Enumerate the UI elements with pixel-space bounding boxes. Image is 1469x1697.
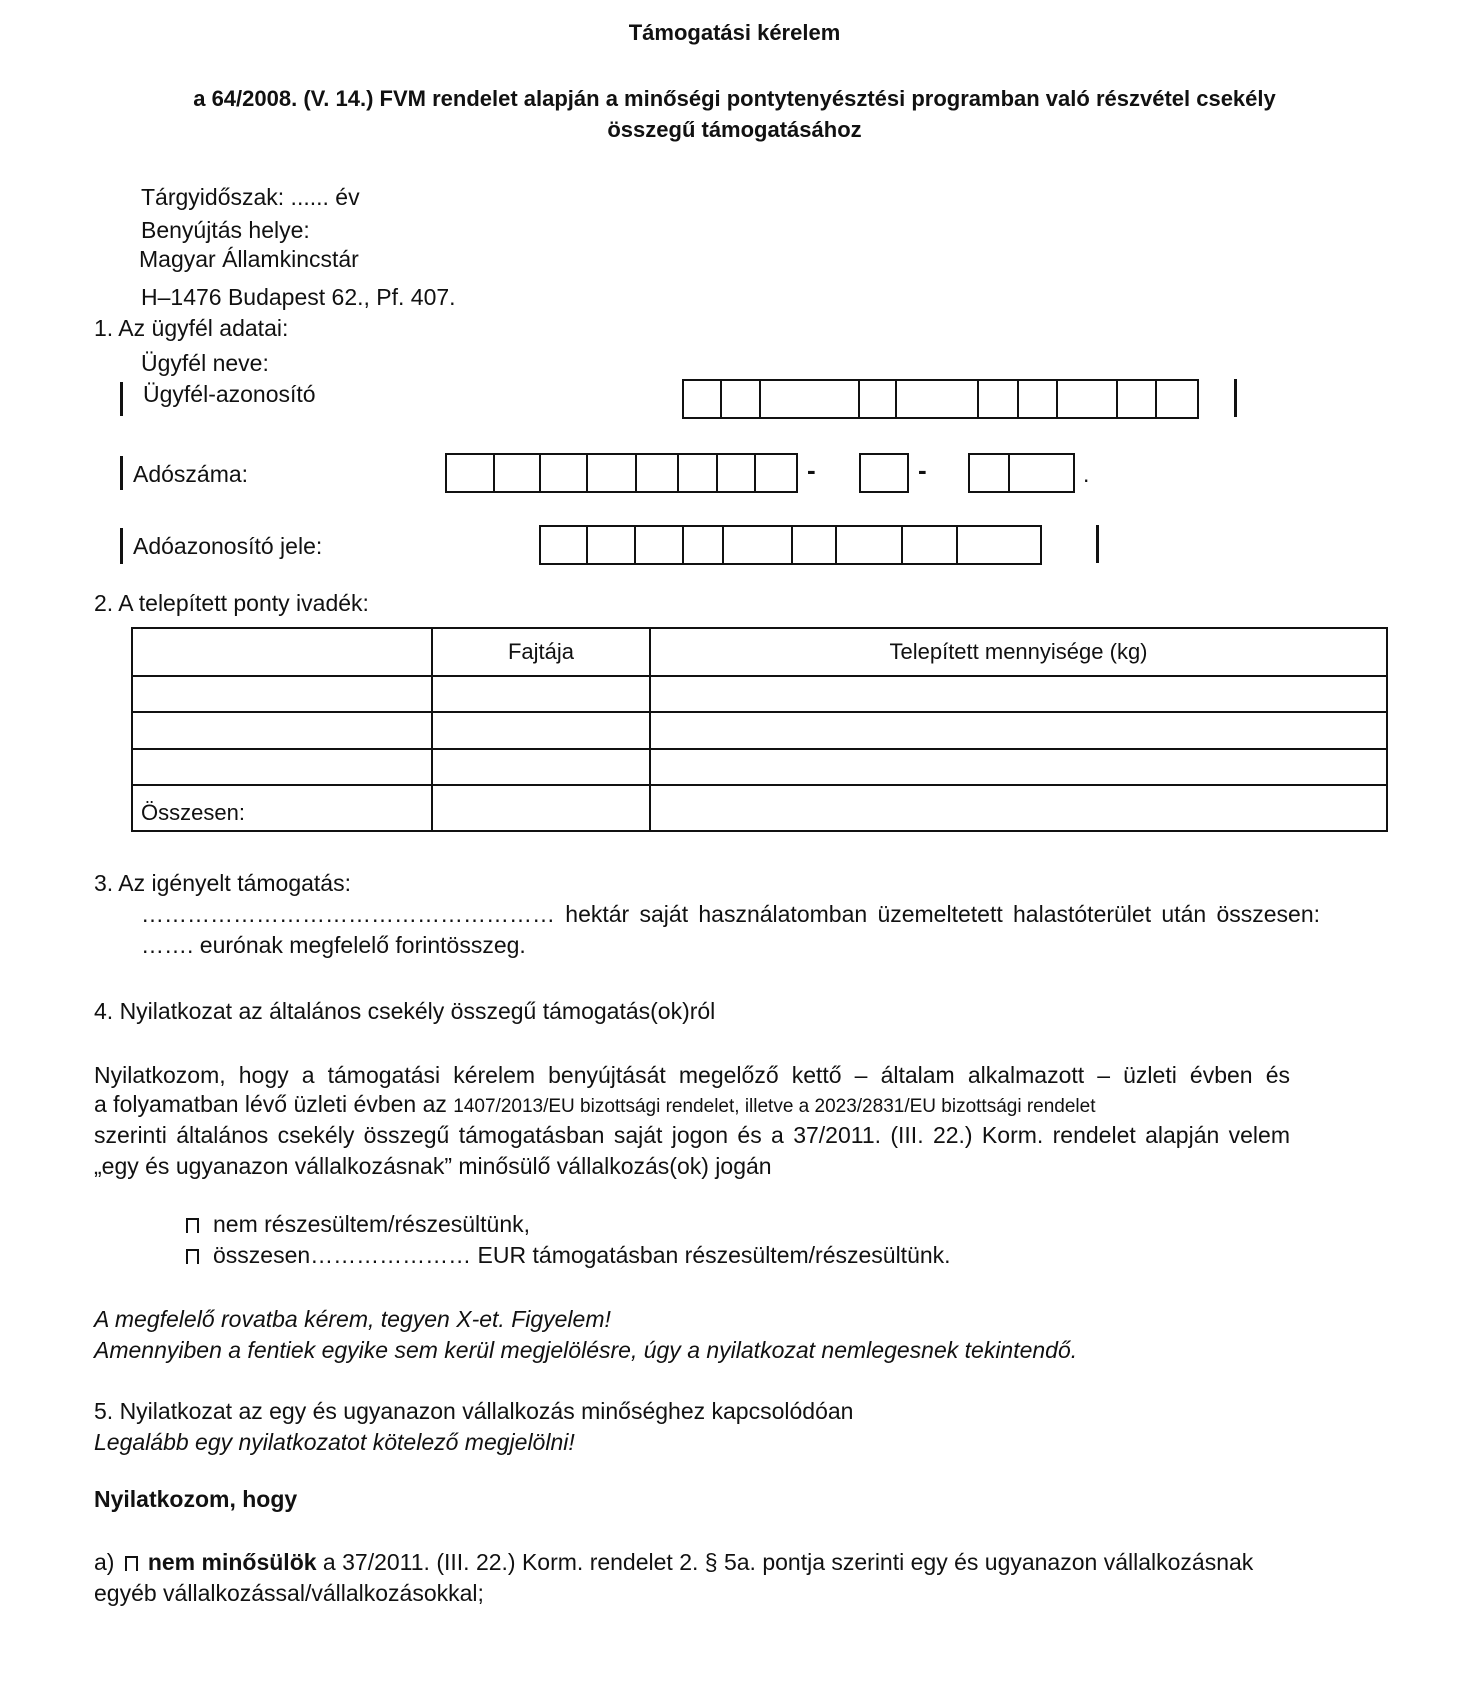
table-cell[interactable] [650, 712, 1387, 749]
digit-box[interactable] [970, 455, 1010, 491]
option-label: nem részesültem/részesültünk, [213, 1211, 531, 1237]
digit-box[interactable] [1019, 381, 1058, 417]
table-cell[interactable] [432, 749, 650, 785]
row-marker [120, 456, 123, 490]
table-cell[interactable] [132, 628, 432, 676]
section1-heading: 1. Az ügyfél adatai: [94, 315, 289, 341]
table-cell[interactable] [650, 676, 1387, 712]
section2-heading: 2. A telepített ponty ivadék: [94, 590, 369, 616]
digit-box[interactable] [495, 455, 540, 491]
digit-box[interactable] [756, 455, 796, 491]
adoazonosito-label: Adóazonosító jele: [133, 533, 323, 559]
adoszam-input-part2[interactable] [859, 453, 909, 493]
digit-box[interactable] [541, 455, 588, 491]
digit-box[interactable] [903, 527, 958, 563]
ugyfel-neve-label: Ügyfél neve: [141, 350, 269, 376]
table-row [132, 749, 1387, 785]
section4-paragraph-line4: „egy és ugyanazon vállalkozásnak” minősülő vállalkozás(ok) jogán [94, 1153, 772, 1179]
digit-box[interactable] [588, 455, 636, 491]
statement-a-line2: egyéb vállalkozással/vállalkozásokkal; [94, 1580, 484, 1606]
section4-heading: 4. Nyilatkozat az általános csekély összegű támogatás(ok)ról [94, 998, 716, 1024]
adoszam-input-part3[interactable] [968, 453, 1075, 493]
table-cell[interactable] [432, 676, 650, 712]
adoszam-label: Adószáma: [133, 461, 249, 487]
digit-box[interactable] [1157, 381, 1197, 417]
digit-box[interactable] [724, 527, 793, 563]
row-end-marker [1096, 525, 1099, 563]
digit-box[interactable] [1118, 381, 1158, 417]
paragraph-text: a folyamatban lévő üzleti évben az [94, 1091, 454, 1117]
table-cell[interactable] [650, 749, 1387, 785]
digit-box[interactable] [979, 381, 1020, 417]
statement-bold: nem minősülök [147, 1549, 317, 1575]
table-cell[interactable] [132, 712, 432, 749]
digit-box[interactable] [679, 455, 718, 491]
section3-line2[interactable]: ……. eurónak megfelelő forintösszeg. [141, 932, 526, 958]
digit-box[interactable] [761, 381, 859, 417]
adoszam-input-part1[interactable] [445, 453, 798, 493]
document-title: Támogatási kérelem [628, 20, 841, 45]
section3-heading: 3. Az igényelt támogatás: [94, 870, 351, 896]
table-cell[interactable] [650, 785, 1387, 831]
benyujtas-helye-label: Benyújtás helye: [141, 217, 310, 243]
option-nem-reszesult[interactable] [186, 1210, 530, 1238]
statement-prefix: a) [94, 1549, 115, 1575]
table-header-row [132, 628, 1387, 676]
kincstar-name: Magyar Államkincstár [139, 246, 359, 272]
section4-note-line2: Amennyiben a fentiek egyike sem kerül megjelölésre, úgy a nyilatkozat nemlegesnek tekintendő. [94, 1337, 1078, 1363]
section4-note-line1: A megfelelő rovatba kérem, tegyen X-et. Figyelem! [94, 1306, 611, 1332]
adoazonosito-input[interactable] [539, 525, 1042, 565]
table-total-row [132, 785, 1387, 831]
ugyfel-azonosito-input[interactable] [682, 379, 1199, 419]
digit-box[interactable] [861, 455, 907, 491]
checkbox-icon[interactable] [125, 1556, 138, 1571]
checkbox-icon[interactable] [186, 1218, 199, 1233]
option-osszesen[interactable] [186, 1241, 951, 1269]
digit-box[interactable] [447, 455, 495, 491]
row-marker [120, 528, 123, 564]
digit-box[interactable] [684, 527, 724, 563]
digit-box[interactable] [897, 381, 978, 417]
document-subtitle-line1: a 64/2008. (V. 14.) FVM rendelet alapján a minőségi pontytenyésztési programban való részvétel csekély [193, 86, 1276, 111]
digit-box[interactable] [718, 455, 757, 491]
adoszam-end-dot: . [1083, 461, 1090, 487]
targyidoszak-field[interactable]: Tárgyidőszak: ...... év [141, 184, 360, 210]
digit-box[interactable] [636, 527, 684, 563]
kincstar-address: H–1476 Budapest 62., Pf. 407. [141, 284, 456, 310]
section4-paragraph-line3: szerinti általános csekély összegű támogatásban saját jogon és a 37/2011. (III. 22.) Korm. rendelet alapján velem [94, 1122, 1290, 1148]
section4-paragraph-line1: Nyilatkozom, hogy a támogatási kérelem benyújtását megelőző kettő – általam alkalmazott – üzleti évben és [94, 1062, 1290, 1088]
digit-box[interactable] [793, 527, 837, 563]
section5-heading: 5. Nyilatkozat az egy és ugyanazon vállalkozás minőséghez kapcsolódóan [94, 1398, 854, 1424]
table-cell[interactable] [132, 676, 432, 712]
section3-line1[interactable]: ……………………………………………… hektár saját használatomban üzemeltetett halastóterület után összesen: [141, 901, 1320, 927]
table-cell[interactable] [432, 712, 650, 749]
digit-box[interactable] [637, 455, 680, 491]
row-end-marker [1234, 379, 1237, 417]
digit-box[interactable] [588, 527, 636, 563]
statement-a [94, 1548, 1253, 1576]
adoszam-dash: - [918, 455, 927, 485]
digit-box[interactable] [1058, 381, 1118, 417]
column-header-mennyiseg: Telepített mennyisége (kg) [650, 628, 1387, 676]
digit-box[interactable] [722, 381, 762, 417]
digit-box[interactable] [860, 381, 898, 417]
digit-box[interactable] [1010, 455, 1073, 491]
table-cell[interactable] [132, 749, 432, 785]
ivadek-table [131, 627, 1388, 832]
section5-note: Legalább egy nyilatkozatot kötelező megjelölni! [94, 1429, 575, 1455]
digit-box[interactable] [958, 527, 1001, 563]
document-subtitle-line2: összegű támogatásához [607, 117, 862, 142]
rendelet-reference: 1407/2013/EU bizottsági rendelet, illetve a 2023/2831/EU bizottsági rendelet [453, 1096, 1096, 1117]
nyilatkozom-heading: Nyilatkozom, hogy [94, 1486, 298, 1512]
table-cell[interactable] [432, 785, 650, 831]
osszesen-label: Összesen: [132, 785, 432, 831]
table-row [132, 676, 1387, 712]
ugyfel-azonosito-label: Ügyfél-azonosító [143, 381, 316, 407]
adoszam-dash: - [807, 455, 816, 485]
row-marker [120, 382, 123, 416]
digit-box[interactable] [837, 527, 903, 563]
checkbox-icon[interactable] [186, 1249, 199, 1264]
section4-paragraph-line2 [94, 1090, 1096, 1121]
digit-box[interactable] [684, 381, 722, 417]
option-label: összesen………………… EUR támogatásban részesültem/részesültünk. [213, 1242, 951, 1268]
statement-text: a 37/2011. (III. 22.) Korm. rendelet 2. § 5a. pontja szerinti egy és ugyanazon vállalkozásnak [316, 1549, 1254, 1575]
digit-box[interactable] [541, 527, 588, 563]
table-row [132, 712, 1387, 749]
column-header-fajta: Fajtája [432, 628, 650, 676]
